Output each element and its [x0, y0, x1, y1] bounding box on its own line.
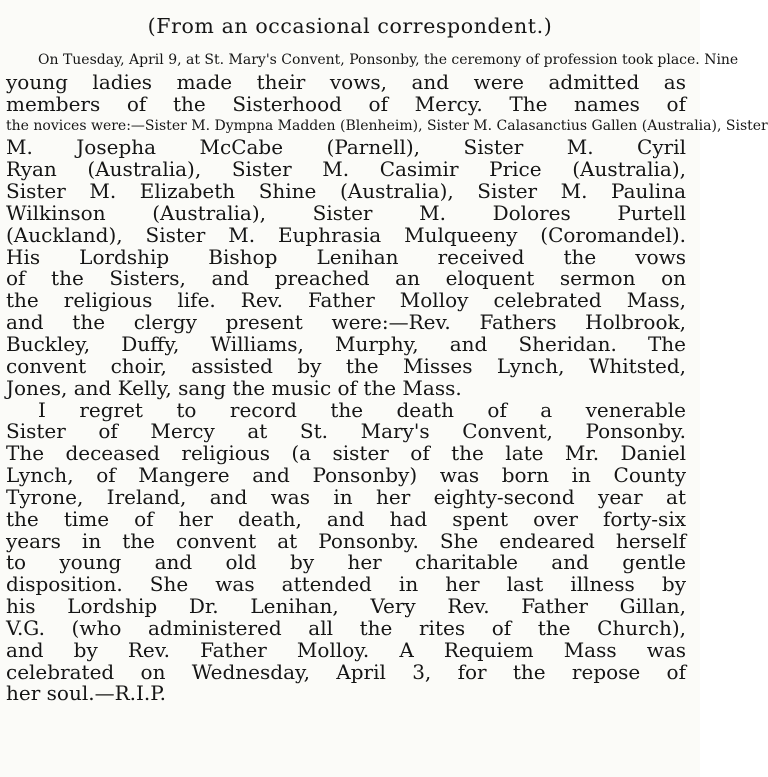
text-line: the novices were:—Sister M. Dympna Madden (Blenheim), Sister M. Calasanctius Gallen (Australia), Sister	[6, 117, 768, 134]
text-line: Wilkinson (Australia), Sister M. Dolores Purtell	[6, 200, 686, 225]
text-line: and by Rev. Father Molloy. A Requiem Mass was	[6, 637, 686, 662]
article-paragraph-profession	[6, 50, 768, 400]
text-line: Buckley, Duffy, Williams, Murphy, and Sheridan. The	[6, 331, 686, 356]
text-line: Sister M. Elizabeth Shine (Australia), Sister M. Paulina	[6, 179, 686, 204]
text-line: convent choir, assisted by the Misses Lynch, Whitsted,	[6, 353, 686, 378]
text-line: V.G. (who administered all the rites of the Church),	[6, 615, 686, 640]
text-line: years in the convent at Ponsonby. She endeared herself	[6, 528, 686, 553]
correspondent-byline: (From an occasional correspondent.)	[147, 14, 553, 38]
article-paragraph-obituary	[6, 397, 686, 706]
text-line: to young and old by her charitable and gentle	[6, 550, 686, 575]
text-line: the religious life. Rev. Father Molloy celebrated Mass,	[6, 288, 686, 313]
text-line: On Tuesday, April 9, at St. Mary's Convent, Ponsonby, the ceremony of profession took place. Nine	[38, 52, 739, 68]
text-line: young ladies made their vows, and were admitted as	[6, 69, 686, 94]
text-line: Lynch, of Mangere and Ponsonby) was born in County	[6, 463, 686, 488]
text-line: and the clergy present were:—Rev. Fathers Holbrook,	[6, 310, 686, 335]
text-line: (Auckland), Sister M. Euphrasia Mulqueeny (Coromandel).	[6, 222, 686, 247]
text-line: Tyrone, Ireland, and was in her eighty-second year at	[6, 484, 686, 509]
text-line: disposition. She was attended in her last illness by	[6, 572, 686, 597]
text-line: Sister of Mercy at St. Mary's Convent, Ponsonby.	[6, 419, 686, 444]
text-line: his Lordship Dr. Lenihan, Very Rev. Father Gillan,	[6, 594, 686, 619]
text-line: of the Sisters, and preached an eloquent sermon on	[6, 266, 686, 291]
text-line: her soul.—R.I.P.	[6, 681, 167, 706]
text-line: celebrated on Wednesday, April 3, for the repose of	[6, 659, 686, 684]
text-line: Ryan (Australia), Sister M. Casimir Price (Australia),	[6, 157, 686, 182]
text-line: Jones, and Kelly, sang the music of the Mass.	[6, 375, 462, 400]
text-line: I regret to record the death of a venerable	[38, 397, 686, 422]
text-line: M. Josepha McCabe (Parnell), Sister M. Cyril	[6, 135, 686, 160]
text-line: the time of her death, and had spent over forty-six	[6, 506, 686, 531]
text-line: The deceased religious (a sister of the late Mr. Daniel	[6, 441, 686, 466]
text-line: His Lordship Bishop Lenihan received the vows	[6, 244, 686, 269]
text-line: members of the Sisterhood of Mercy. The names of	[6, 91, 686, 116]
